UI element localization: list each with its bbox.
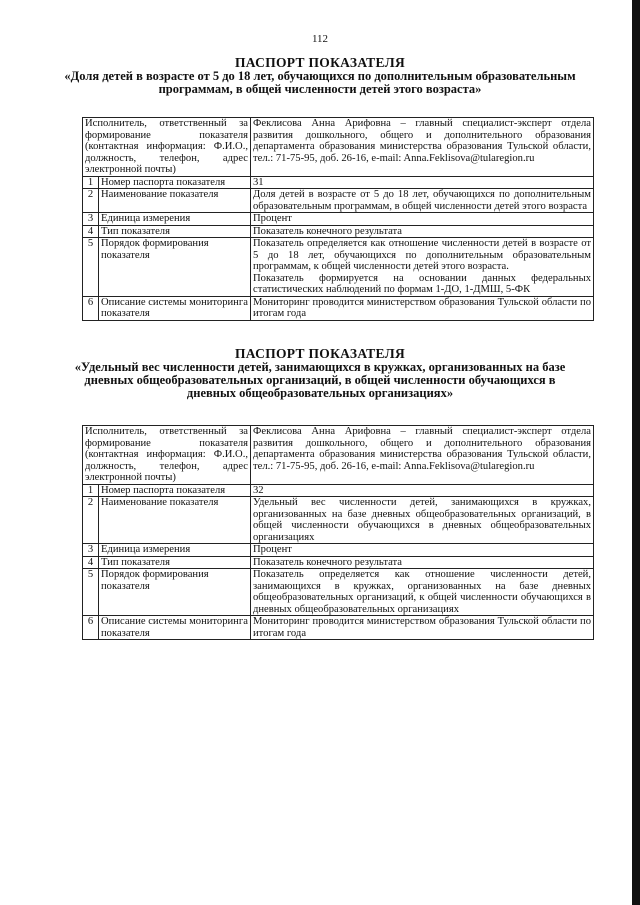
row-label: Номер паспорта показателя (99, 484, 251, 497)
row-value: Показатель определяется как отношение численности детей, занимающихся в кружках, организованных на базе дневных общеобразовательных организаций, к общей численности обучающихся в дневных общеобразовательных организациях (251, 569, 594, 616)
row-number: 5 (83, 238, 99, 297)
row-label: Порядок формирования показателя (99, 569, 251, 616)
row-value: Процент (251, 213, 594, 226)
row-number: 6 (83, 616, 99, 640)
row-label: Тип показателя (99, 556, 251, 569)
table-row (83, 484, 594, 497)
passport-subtitle: «Доля детей в возрасте от 5 до 18 лет, обучающихся по дополнительным образовательным программам, в общей численности детей этого возраста» (64, 69, 576, 96)
row-value: Доля детей в возрасте от 5 до 18 лет, обучающихся по дополнительным образовательным программам, в общей численности детей этого возраста (251, 189, 594, 213)
passport-title: ПАСПОРТ ПОКАЗАТЕЛЯ (234, 55, 406, 70)
row-label: Единица измерения (99, 544, 251, 557)
table-row (83, 176, 594, 189)
passport-heading-1 (60, 56, 580, 96)
row-value-paragraph: Показатель формируется на основании данных федеральных статистических наблюдений по формам 1-ДО, 1-ДМШ, 5-ФК (253, 272, 591, 295)
table-row (83, 544, 594, 557)
passport-section-1 (0, 55, 640, 319)
row-value: Мониторинг проводится министерством образования Тульской области по итогам года (251, 296, 594, 320)
table-row (83, 569, 594, 616)
scan-edge-shadow (632, 0, 640, 905)
passport-table-1 (82, 117, 594, 321)
table-row (83, 225, 594, 238)
row-number: 5 (83, 569, 99, 616)
row-value (251, 238, 594, 297)
row-number: 2 (83, 189, 99, 213)
row-number: 3 (83, 213, 99, 226)
passport-title: ПАСПОРТ ПОКАЗАТЕЛЯ (234, 346, 406, 361)
table-row (83, 296, 594, 320)
row-number: 4 (83, 225, 99, 238)
contact-label: Исполнитель, ответственный за формирование показателя (контактная информация: Ф.И.О., должность, телефон, адрес электронной почты) (83, 118, 251, 177)
passport-section-2 (0, 346, 640, 639)
row-value-paragraph: Показатель определяется как отношение численности детей в возрасте от 5 до 18 лет, обучающихся по дополнительным образовательным программам, к общей численности детей этого возраста. (253, 238, 591, 272)
row-number: 1 (83, 484, 99, 497)
table-row (83, 238, 594, 297)
row-label: Единица измерения (99, 213, 251, 226)
row-value: 32 (251, 484, 594, 497)
row-label: Тип показателя (99, 225, 251, 238)
row-value: Мониторинг проводится министерством образования Тульской области по итогам года (251, 616, 594, 640)
row-value: Показатель конечного результата (251, 556, 594, 569)
row-label: Описание системы мониторинга показателя (99, 296, 251, 320)
row-label: Номер паспорта показателя (99, 176, 251, 189)
passport-table-2 (82, 425, 594, 640)
page-number: 112 (311, 33, 329, 45)
table-row (83, 189, 594, 213)
table-row (83, 118, 594, 177)
row-number: 4 (83, 556, 99, 569)
row-label: Наименование показателя (99, 189, 251, 213)
row-value: Показатель конечного результата (251, 225, 594, 238)
row-label: Наименование показателя (99, 497, 251, 544)
passport-heading-2 (60, 347, 580, 400)
table-row (83, 556, 594, 569)
row-label: Порядок формирования показателя (99, 238, 251, 297)
row-value: Процент (251, 544, 594, 557)
row-number: 3 (83, 544, 99, 557)
row-value: Удельный вес численности детей, занимающихся в кружках, организованных на базе дневных общеобразовательных организаций, в общей численности обучающихся в дневных общеобразовательных организациях (251, 497, 594, 544)
passport-subtitle: «Удельный вес численности детей, занимающихся в кружках, организованных на базе дневных общеобразовательных организаций, в общей численности обучающихся в дневных общеобразовательных организациях» (74, 360, 566, 400)
row-label: Описание системы мониторинга показателя (99, 616, 251, 640)
row-number: 1 (83, 176, 99, 189)
contact-value: Феклисова Анна Арифовна – главный специалист-эксперт отдела развития дошкольного, общего и дополнительного образования департамента образования министерства образования Тульской области, тел.: 71-75-95, доб. 26-16, e-mail: Anna.Feklisova@tularegion.ru (251, 118, 594, 177)
row-number: 6 (83, 296, 99, 320)
contact-value: Феклисова Анна Арифовна – главный специалист-эксперт отдела развития дошкольного, общего и дополнительного образования департамента образования министерства образования Тульской области, тел.: 71-75-95, доб. 26-16, e-mail: Anna.Feklisova@tularegion.ru (251, 426, 594, 485)
row-number: 2 (83, 497, 99, 544)
table-row (83, 616, 594, 640)
table-row (83, 213, 594, 226)
table-row (83, 497, 594, 544)
contact-label: Исполнитель, ответственный за формирование показателя (контактная информация: Ф.И.О., должность, телефон, адрес электронной почты) (83, 426, 251, 485)
table-row (83, 426, 594, 485)
row-value: 31 (251, 176, 594, 189)
